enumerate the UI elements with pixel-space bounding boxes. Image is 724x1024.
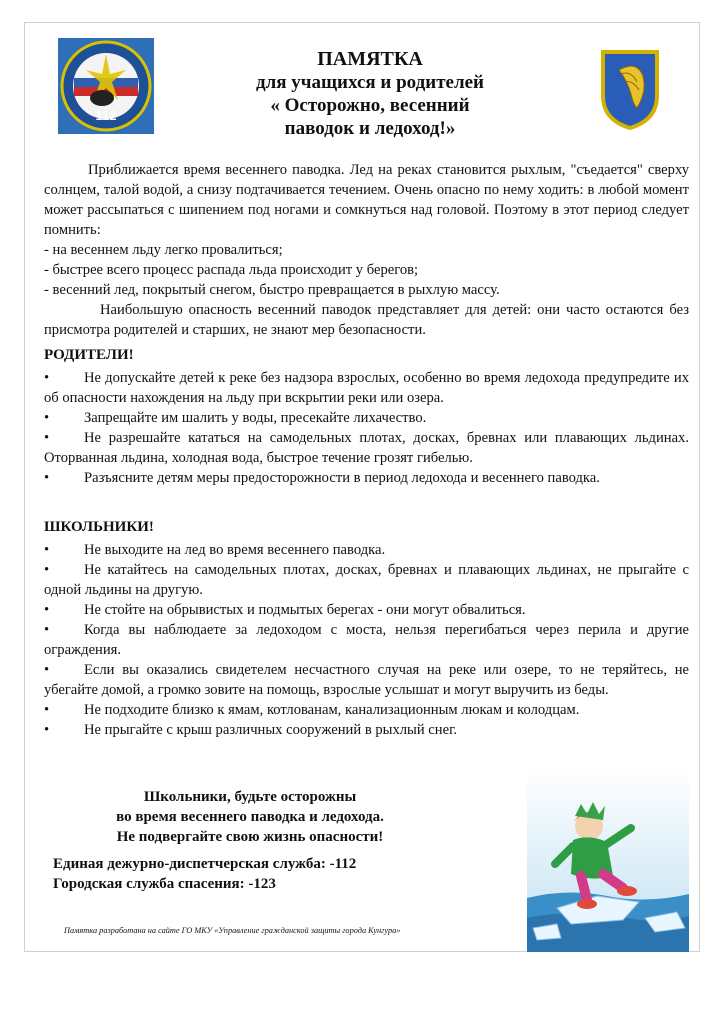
title-line: паводок и ледоход!»: [284, 118, 456, 139]
list-item: [44, 368, 689, 408]
list-item: [44, 560, 689, 600]
list-item: [44, 540, 689, 560]
bullet: •: [44, 722, 50, 738]
bullet: •: [44, 542, 50, 558]
contacts: [53, 854, 356, 894]
bullet: •: [44, 622, 50, 638]
page-title: [180, 48, 560, 140]
list-item-text: Запрещайте им шалить у воды, пресекайте лихачество.: [84, 410, 427, 426]
emblem-number: 112: [95, 108, 117, 123]
emergency-service-emblem-icon: [58, 38, 154, 134]
title-line: для учащихся и родителей: [256, 72, 484, 93]
footer-credit: Памятка разработана на сайте ГО МКУ «Управление гражданской защиты города Кунгура»: [64, 926, 401, 935]
intro-section: [44, 160, 689, 340]
child-on-ice-illustration-icon: [527, 768, 689, 952]
list-item-text: Не стойте на обрывистых и подмытых берегах - они могут обвалиться.: [84, 602, 526, 618]
title-line: ПАМЯТКА: [317, 48, 423, 70]
closing-line: во время весеннего паводка и ледохода.: [116, 809, 384, 825]
bullet: •: [44, 470, 50, 486]
closing-line: Школьники, будьте осторожны: [143, 789, 357, 805]
list-item: [44, 428, 689, 468]
bullet: •: [44, 702, 50, 718]
list-item: [44, 468, 689, 488]
list-item-text: Когда вы наблюдаете за ледоходом с моста, нельзя перегибаться через перила и другие ограждения.: [44, 622, 689, 658]
closing-message: [60, 787, 440, 847]
coat-of-arms-icon: [597, 46, 663, 130]
list-item-text: Разъясните детям меры предосторожности в период ледохода и весеннего паводка.: [84, 470, 600, 486]
contact-line: Городская служба спасения: -123: [53, 876, 276, 892]
list-item-text: Не прыгайте с крыш различных сооружений в рыхлый снег.: [84, 722, 458, 738]
title-line: « Осторожно, весенний: [270, 95, 470, 116]
closing-line: Не подвергайте свою жизнь опасности!: [116, 829, 384, 845]
list-item: [44, 700, 689, 720]
list-item: [44, 660, 689, 700]
contact-line: Единая дежурно-диспетчерская служба: -112: [53, 856, 357, 872]
intro-paragraph: Наибольшую опасность весенний паводок представляет для детей: они часто остаются без присмотра родителей и старших, не знают мер безопасности.: [44, 302, 689, 338]
pupils-heading: ШКОЛЬНИКИ!: [44, 519, 154, 535]
bullet: •: [44, 602, 50, 618]
intro-dash-item: - быстрее всего процесс распада льда происходит у берегов;: [44, 262, 419, 278]
list-item-text: Не катайтесь на самодельных плотах, досках, бревнах и плавающих льдинах, не прыгайте с одной льдины на другую.: [44, 562, 689, 598]
bullet: •: [44, 662, 50, 678]
list-item-text: Не допускайте детей к реке без надзора взрослых, особенно во время ледохода предупредите их об опасности нахождения на льду при вскрытии реки или озера.: [44, 370, 689, 406]
list-item: [44, 600, 689, 620]
list-item-text: Не выходите на лед во время весеннего паводка.: [84, 542, 386, 558]
list-item-text: Не подходите близко к ямам, котлованам, канализационным люкам и колодцам.: [84, 702, 580, 718]
parents-heading: РОДИТЕЛИ!: [44, 347, 134, 363]
bullet: •: [44, 430, 50, 446]
list-item-text: Если вы оказались свидетелем несчастного случая на реке или озере, то не теряйтесь, не убегайте домой, а громко зовите на помощь, взрослые услышат и могут выручить из беды.: [44, 662, 689, 698]
list-item: [44, 720, 689, 740]
intro-dash-item: - весенний лед, покрытый снегом, быстро превращается в рыхлую массу.: [44, 282, 500, 298]
list-item-text: Не разрешайте кататься на самодельных плотах, досках, бревнах или плавающих льдинах. Оторванная льдина, холодная вода, быстрое течение грозят гибелью.: [44, 430, 689, 466]
intro-dash-item: - на весеннем льду легко провалиться;: [44, 242, 283, 258]
bullet: •: [44, 562, 50, 578]
list-item: [44, 408, 689, 428]
bullet: •: [44, 370, 50, 386]
pupils-list: [44, 540, 689, 740]
bullet: •: [44, 410, 50, 426]
parents-list: [44, 368, 689, 488]
list-item: [44, 620, 689, 660]
intro-paragraph: Приближается время весеннего паводка. Лед на реках становится рыхлым, "съедается" сверху солнцем, талой водой, а снизу подтачивается течением. Очень опасно по нему ходить: в любой момент может рассыпаться с шипением под ногами и сомкнуться над головой. Поэтому в этот период следует помнить:: [44, 162, 689, 238]
